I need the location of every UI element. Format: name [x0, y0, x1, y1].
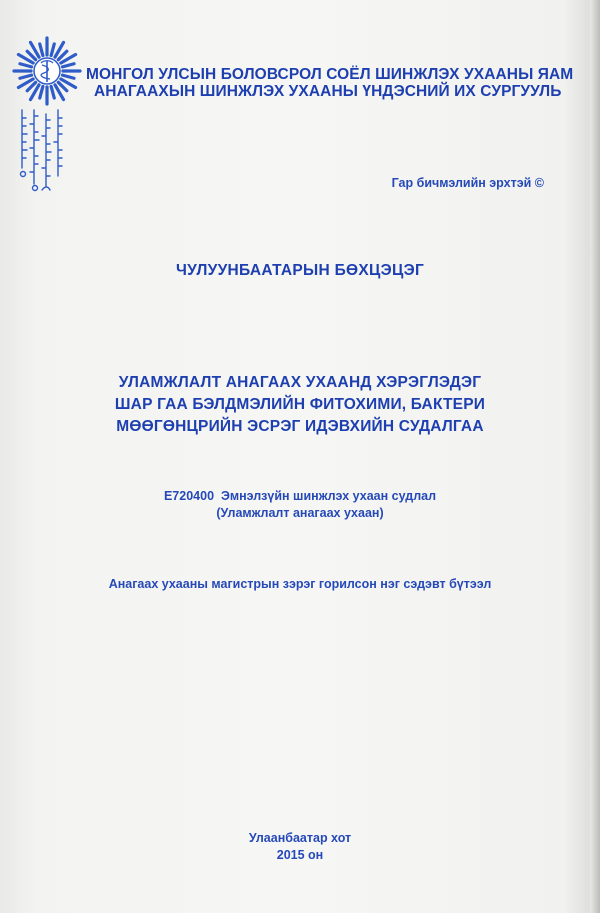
emblem-ray — [20, 64, 32, 67]
emblem-ray — [62, 75, 74, 78]
emblem-ray — [40, 86, 43, 98]
author-name: ЧУЛУУНБААТАРЫН БӨХЦЭЦЭГ — [175, 262, 425, 279]
title-line-2: ШАР ГАА БЭЛДМЭЛИЙН ФИТОХИМИ, БАКТЕРИ — [114, 396, 486, 413]
ministry-header — [86, 66, 586, 100]
specialty-field: (Уламжлалт анагаах ухаан) — [216, 506, 384, 520]
title-line-1: УЛАМЖЛАЛТ АНАГААХ УХААНД ХЭРЭГЛЭДЭГ — [118, 374, 482, 391]
ministry-name: МОНГОЛ УЛСЫН БОЛОВСРОЛ СОЁЛ ШИНЖЛЭХ УХААНЫ ЯАМ — [86, 66, 574, 83]
page-edge-shadow — [590, 0, 600, 913]
title-line-3: МӨӨГӨНЦРИЙН ЭСРЭГ ИДЭВХИЙН СУДАЛГАА — [116, 418, 484, 435]
university-name: АНАГААХЫН ШИНЖЛЭХ УХААНЫ ҮНДЭСНИЙ ИХ СУРГУУЛЬ — [94, 83, 562, 100]
emblem-ray — [51, 86, 54, 98]
degree-statement: Анагаах ухааны магистрын зэрэг горилсон нэг сэдэвт бүтээл — [108, 577, 492, 591]
emblem-ray — [62, 64, 74, 67]
copyright-note: Гар бичмэлийн эрхтэй © — [391, 176, 544, 190]
thesis-title — [0, 372, 600, 438]
mongolian-script-name-icon — [12, 106, 82, 196]
emblem-ray — [27, 82, 35, 90]
emblem-ray — [40, 44, 43, 56]
year: 2015 он — [276, 848, 324, 862]
university-emblem-icon — [12, 36, 82, 106]
place-and-year — [0, 830, 600, 864]
city: Улаанбаатар хот — [248, 831, 352, 845]
specialty-code: E720400 Эмнэлзүйн шинжлэх ухаан судлал — [163, 489, 437, 503]
emblem-ray — [58, 82, 66, 90]
specialty-block — [0, 488, 600, 522]
emblem-ray — [51, 44, 54, 56]
emblem-ray — [58, 51, 66, 59]
emblem-ray — [27, 51, 35, 59]
emblem-ray — [20, 75, 32, 78]
